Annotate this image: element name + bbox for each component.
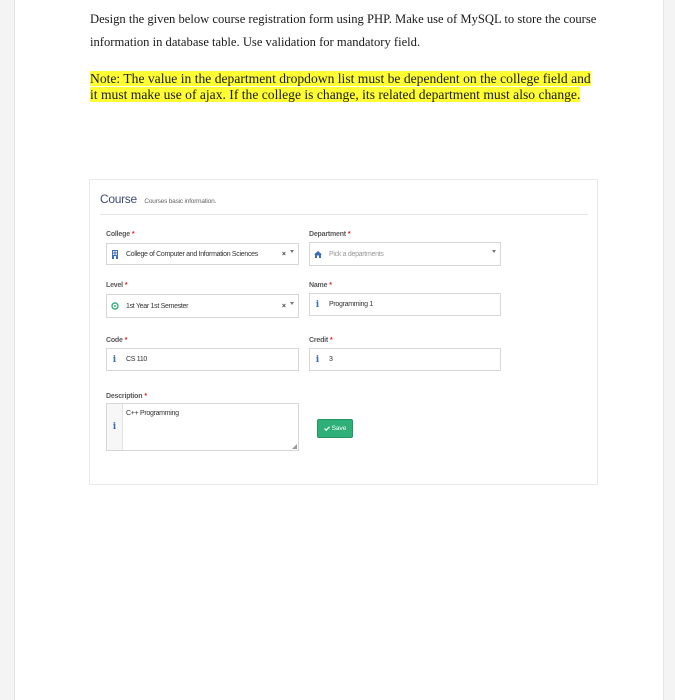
name-value: Programming 1 [329,301,373,308]
level-value: 1st Year 1st Semester [126,302,189,310]
home-icon [310,243,325,265]
panel-subtitle: Courses basic information. [144,198,217,205]
description-label: Description * [106,393,147,400]
note-highlight-text: Note: The value in the department dropdown list must be dependent on the college field and it must make use of ajax. If the college is change, its related department must also change. [90,71,591,102]
credit-input[interactable] [309,348,501,371]
instruction-paragraph: Design the given below course registration form using PHP. Make use of MySQL to store the course information in database table. Use validation for mandatory field. [90,12,597,49]
info-icon: i [315,354,320,365]
required-mark: * [144,393,147,400]
credit-value: 3 [329,356,333,363]
required-mark: * [330,337,333,344]
clear-icon[interactable]: × [281,302,286,310]
info-icon: i [112,354,117,365]
chevron-down-icon[interactable] [492,250,496,253]
code-label: Code * [106,337,128,344]
required-mark: * [329,282,332,289]
department-label: Department * [309,231,351,238]
chevron-down-icon[interactable] [290,250,294,253]
name-input[interactable] [309,293,501,316]
college-select[interactable] [106,243,299,265]
college-value: College of Computer and Information Sciences [126,250,258,258]
level-label: Level * [106,282,128,289]
save-label: Save [331,425,347,432]
check-icon [324,426,330,431]
required-mark: * [347,231,351,238]
clear-icon[interactable]: × [281,250,286,258]
panel-title: Course [100,192,137,206]
required-mark: * [131,231,135,238]
name-label: Name * [309,282,332,289]
info-icon: i [107,404,123,450]
save-button[interactable] [317,419,353,438]
chevron-down-icon[interactable] [290,302,294,305]
department-select[interactable] [309,242,501,266]
circle-o-icon [107,295,122,317]
info-icon: i [315,299,320,310]
course-form-panel [89,179,598,485]
building-icon [107,244,122,264]
panel-header [100,190,588,215]
description-textarea[interactable] [106,403,299,451]
required-mark: * [124,282,128,289]
code-input[interactable] [106,348,299,371]
resize-handle[interactable] [292,444,297,449]
description-value: C++ Programming [126,410,179,417]
required-mark: * [124,337,128,344]
credit-label: Credit * [309,337,333,344]
department-placeholder: Pick a departments [329,250,384,258]
level-select[interactable] [106,294,299,318]
college-label: College * [106,231,135,238]
highlighted-note [90,71,600,103]
code-value: CS 110 [126,356,148,363]
